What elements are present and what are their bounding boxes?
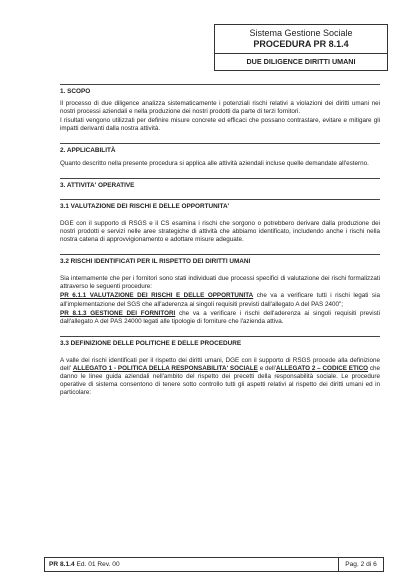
politiche-text-a: A valle dei rischi identificati per il rispetto dei diritti umani, DGE con il supporto di RSGS procede alla definizione dell' — [60, 356, 380, 372]
procedure-link-pr-813[interactable]: PR 8.1.3 GESTIONE DEI FORNITORI — [60, 309, 176, 317]
footer-revision — [49, 558, 120, 571]
section-title-operative: 3. ATTIVITA' OPERATIVE — [60, 178, 380, 190]
rischi-paragraph: Sia internamente che per i fornitori sono stati individuati due processi specifici di valutazione dei rischi formalizzati attraverso le seguenti procedure: — [60, 275, 380, 291]
section-title-scopo: 1. SCOPO — [60, 84, 380, 96]
applicabilita-paragraph: Quanto descritto nella presente procedura si applica alle attività aziendali incluse quelle demandate all'esterno. — [60, 159, 369, 167]
document-body — [60, 84, 380, 398]
allegato-1-link[interactable]: ALLEGATO 1 - POLITICA DELLA RESPONSABILITA' SOCIALE — [72, 364, 258, 372]
rischi-reference-1 — [60, 292, 380, 308]
rischi-reference-2 — [60, 310, 380, 326]
section-title-applicabilita: 2. APPLICABILITÀ — [60, 143, 380, 155]
document-footer — [44, 557, 384, 572]
procedure-subject: DUE DILIGENCE DIRITTI UMANI — [246, 57, 356, 66]
allegato-2-link[interactable]: ALLEGATO 2 – CODICE ETICO — [276, 364, 369, 372]
system-name: Sistema Gestione Sociale — [249, 28, 353, 38]
politiche-text-c: che danno le linee guida aziendali nell'ambito del rispetto dei precetti della responsabilità sociale. Le procedure operative di sistema consentono di tenere sotto controllo tutti gli aspetti relativi al rispetto dei diritti umani ed in particolare: — [60, 364, 381, 397]
footer-edition: Ed. 01 Rev. 00 — [74, 561, 120, 568]
procedure-code: PROCEDURA PR 8.1.4 — [215, 39, 387, 54]
valutazione-paragraph: DGE con il supporto di RSGS e il CS esamina i rischi che sorgono o potrebbero derivare dalla produzione dei nostri prodotti e servizi nelle aree strategiche di attività che abbiamo identificato, includendo anche i rischi nella nostra catena di approvvigionamento e adottare misure adeguate. — [60, 219, 380, 244]
footer-code: PR 8.1.4 — [49, 561, 75, 568]
procedure-link-pr-611[interactable]: PR 6.1.1 VALUTAZIONE DEI RISCHI E DELLE OPPORTUNITA — [60, 292, 254, 300]
scopo-paragraph-1: Il processo di due diligence analizza sistematicamente i potenziali rischi relativi a violazioni dei diritti umani nei nostri processi aziendali e nella produzione dei nostri prodotti da parte di terzi fornitori. — [60, 100, 380, 116]
section-title-rischi: 3.2 RISCHI IDENTIFICATI PER IL RISPETTO DEI DIRITTI UMANI — [60, 254, 380, 266]
reference-1-text: che va a verificare tutti i rischi legati sia all'implementazione del SGS che all'aderenza ai singoli requisiti previsti dall'allegato A del PAS 2400"; — [60, 292, 380, 308]
politiche-text-b: e dell' — [257, 364, 277, 372]
politiche-paragraph — [60, 357, 380, 397]
document-header — [214, 24, 388, 71]
reference-2-text: che va a verificare i rischi dell'aderenza ai singoli requisiti previsti dall'allegato A del PAS 24000 legati alle tipologie di forniture che l'azienda attiva. — [60, 309, 380, 325]
scopo-paragraph-2: I risultati vengono utilizzati per definire misure concrete ed efficaci che possano contrastare, evitare e mitigare gli impatti derivanti dalla nostra attività. — [60, 117, 380, 133]
page-number: Pag. 2 di 6 — [338, 558, 383, 571]
section-title-politiche: 3.3 DEFINIZIONE DELLE POLITICHE E DELLE PROCEDURE — [60, 336, 380, 348]
section-title-valutazione: 3.1 VALUTAZIONE DEI RISCHI E DELLE OPPORTUNITA' — [60, 199, 380, 211]
